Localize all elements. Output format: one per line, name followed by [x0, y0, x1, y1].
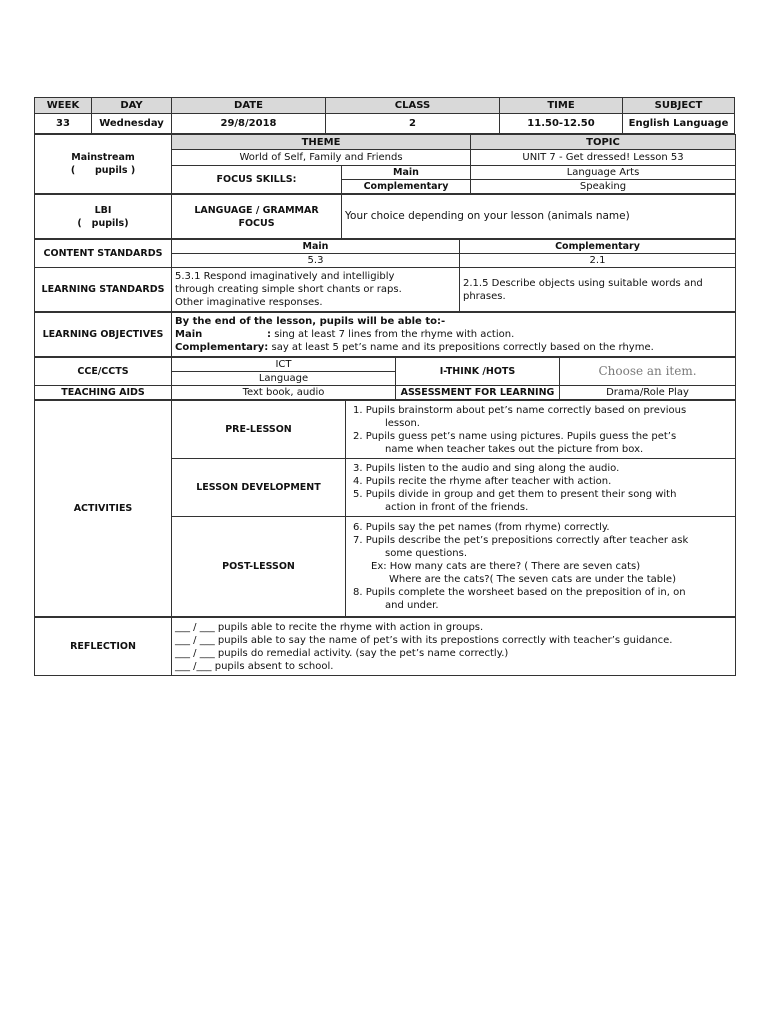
- reflection-table: [34, 617, 736, 676]
- lbi-label: LBI: [94, 204, 112, 216]
- lo-intro: By the end of the lesson, pupils will be able to:-: [175, 316, 446, 327]
- dev-item-5: [349, 488, 732, 514]
- focus-skills-label: FOCUS SKILLS:: [172, 166, 342, 194]
- lesson-plan-table: [34, 97, 735, 134]
- reflection-line: ___ / ___ pupils able to recite the rhyme with action in groups.: [175, 621, 484, 633]
- theme-table: [34, 134, 736, 194]
- post-item-6: 6. Pupils say the pet names (from rhyme) correctly.: [353, 522, 610, 533]
- post-example-1: Ex: How many cats are there? ( There are seven cats): [371, 561, 641, 572]
- post-item-7-line2: some questions.: [385, 548, 467, 559]
- cce-table: [34, 357, 736, 400]
- content-standards-label: CONTENT STANDARDS: [35, 240, 172, 268]
- cce-label: CCE/CCTS: [35, 358, 172, 386]
- class-header: CLASS: [326, 98, 500, 114]
- lesson-development-body: [346, 459, 736, 517]
- lo-comp-label: Complementary:: [175, 342, 269, 353]
- content-main-label: Main: [172, 240, 460, 254]
- lbi-table: [34, 194, 736, 239]
- theme-value: World of Self, Family and Friends: [172, 150, 471, 166]
- lbi-cell: [35, 195, 172, 239]
- ls-main-line: through creating simple short chants or raps.: [175, 284, 402, 295]
- assessment-label: ASSESSMENT FOR LEARNING: [396, 386, 560, 400]
- lo-main: [175, 328, 732, 341]
- post-item-7-line1: 7. Pupils describe the pet’s prepositions correctly after teacher ask: [353, 535, 689, 546]
- dev-item-3: 3. Pupils listen to the audio and sing along the audio.: [353, 462, 620, 474]
- ls-comp-line: phrases.: [463, 290, 506, 302]
- reflection-line: ___ / ___ pupils do remedial activity. (say the pet’s name correctly.): [175, 647, 509, 659]
- standards-table: [34, 239, 736, 312]
- time-value: 11.50-12.50: [500, 114, 623, 134]
- lo-main-text: sing at least 7 lines from the rhyme with action.: [274, 329, 515, 340]
- reflection-body: [172, 618, 736, 676]
- mainstream-label: Mainstream: [71, 152, 135, 163]
- content-comp-label: Complementary: [460, 240, 736, 254]
- cce-value-language: Language: [172, 372, 396, 386]
- post-item-8-line2: and under.: [385, 600, 439, 611]
- dev-item-5-line1: 5. Pupils divide in group and get them to present their song with: [353, 488, 677, 500]
- content-main-value: 5.3: [172, 254, 460, 268]
- focus-comp-label: Complementary: [342, 180, 471, 194]
- topic-header: TOPIC: [471, 135, 736, 150]
- lbi-pupils: ( pupils): [77, 217, 129, 229]
- pre-item-1-line2: lesson.: [385, 417, 420, 429]
- lo-main-sep: :: [267, 329, 271, 340]
- reflection-label: REFLECTION: [35, 618, 172, 676]
- activities-table: [34, 400, 736, 617]
- objectives-table: [34, 312, 736, 357]
- mainstream-cell: [35, 135, 172, 194]
- pre-item-1: [349, 404, 732, 430]
- class-value: 2: [326, 114, 500, 134]
- date-header: DATE: [172, 98, 326, 114]
- post-item-8: [349, 586, 732, 612]
- ithink-label: I-THINK /HOTS: [396, 358, 560, 386]
- mainstream-pupils: ( pupils ): [70, 165, 136, 176]
- pre-lesson-body: [346, 401, 736, 459]
- assessment-value: Drama/Role Play: [560, 386, 736, 400]
- post-item-8-line1: 8. Pupils complete the worsheet based on the preposition of in, on: [353, 587, 686, 598]
- pre-lesson-label: PRE-LESSON: [172, 401, 346, 459]
- lesson-plan: [34, 97, 735, 676]
- choose-item-dropdown[interactable]: Choose an item.: [560, 358, 736, 386]
- lesson-development-label: LESSON DEVELOPMENT: [172, 459, 346, 517]
- topic-value: UNIT 7 - Get dressed! Lesson 53: [471, 150, 736, 166]
- focus-main-value: Language Arts: [471, 166, 736, 180]
- week-header: WEEK: [35, 98, 92, 114]
- content-comp-value: 2.1: [460, 254, 736, 268]
- pre-item-2-line1: 2. Pupils guess pet’s name using pictures. Pupils guess the pet’s: [353, 430, 677, 442]
- cce-value-ict: ICT: [172, 358, 396, 372]
- grammar-label: LANGUAGE / GRAMMAR FOCUS: [172, 195, 342, 239]
- pre-item-2-line2: name when teacher takes out the picture from box.: [385, 443, 644, 455]
- day-header: DAY: [92, 98, 172, 114]
- learning-standards-comp: [460, 268, 736, 312]
- reflection-line: ___ /___ pupils absent to school.: [175, 660, 334, 672]
- subject-value: English Language: [623, 114, 735, 134]
- ls-comp-line: 2.1.5 Describe objects using suitable words and: [463, 277, 703, 289]
- learning-standards-label: LEARNING STANDARDS: [35, 268, 172, 312]
- teaching-aids-label: TEACHING AIDS: [35, 386, 172, 400]
- focus-main-label: Main: [342, 166, 471, 180]
- time-header: TIME: [500, 98, 623, 114]
- pre-item-2: [349, 430, 732, 456]
- post-item-7: [349, 534, 732, 560]
- week-value: 33: [35, 114, 92, 134]
- theme-header: THEME: [172, 135, 471, 150]
- subject-header: SUBJECT: [623, 98, 735, 114]
- activities-label: ACTIVITIES: [35, 401, 172, 617]
- lo-comp-text: say at least 5 pet’s name and its prepositions correctly based on the rhyme.: [271, 342, 654, 353]
- dev-item-4: 4. Pupils recite the rhyme after teacher with action.: [353, 475, 612, 487]
- day-value: Wednesday: [92, 114, 172, 134]
- lo-main-label: Main: [175, 329, 203, 340]
- pre-item-1-line1: 1. Pupils brainstorm about pet’s name correctly based on previous: [353, 404, 687, 416]
- teaching-aids-value: Text book, audio: [172, 386, 396, 400]
- post-lesson-body: [346, 517, 736, 617]
- learning-standards-main: [172, 268, 460, 312]
- reflection-line: ___ / ___ pupils able to say the name of pet’s with its prepostions correctly with teacher’s guidance.: [175, 634, 673, 646]
- post-example-2: Where are the cats?( The seven cats are under the table): [389, 574, 676, 585]
- learning-objectives-body: [172, 313, 736, 357]
- lo-comp: [175, 341, 732, 354]
- ls-main-line: 5.3.1 Respond imaginatively and intelligibly: [175, 271, 395, 282]
- date-value: 29/8/2018: [172, 114, 326, 134]
- post-lesson-label: POST-LESSON: [172, 517, 346, 617]
- focus-comp-value: Speaking: [471, 180, 736, 194]
- dev-item-5-line2: action in front of the friends.: [385, 501, 529, 513]
- grammar-value: Your choice depending on your lesson (animals name): [342, 195, 736, 239]
- ls-main-line: Other imaginative responses.: [175, 297, 323, 308]
- learning-objectives-label: LEARNING OBJECTIVES: [35, 313, 172, 357]
